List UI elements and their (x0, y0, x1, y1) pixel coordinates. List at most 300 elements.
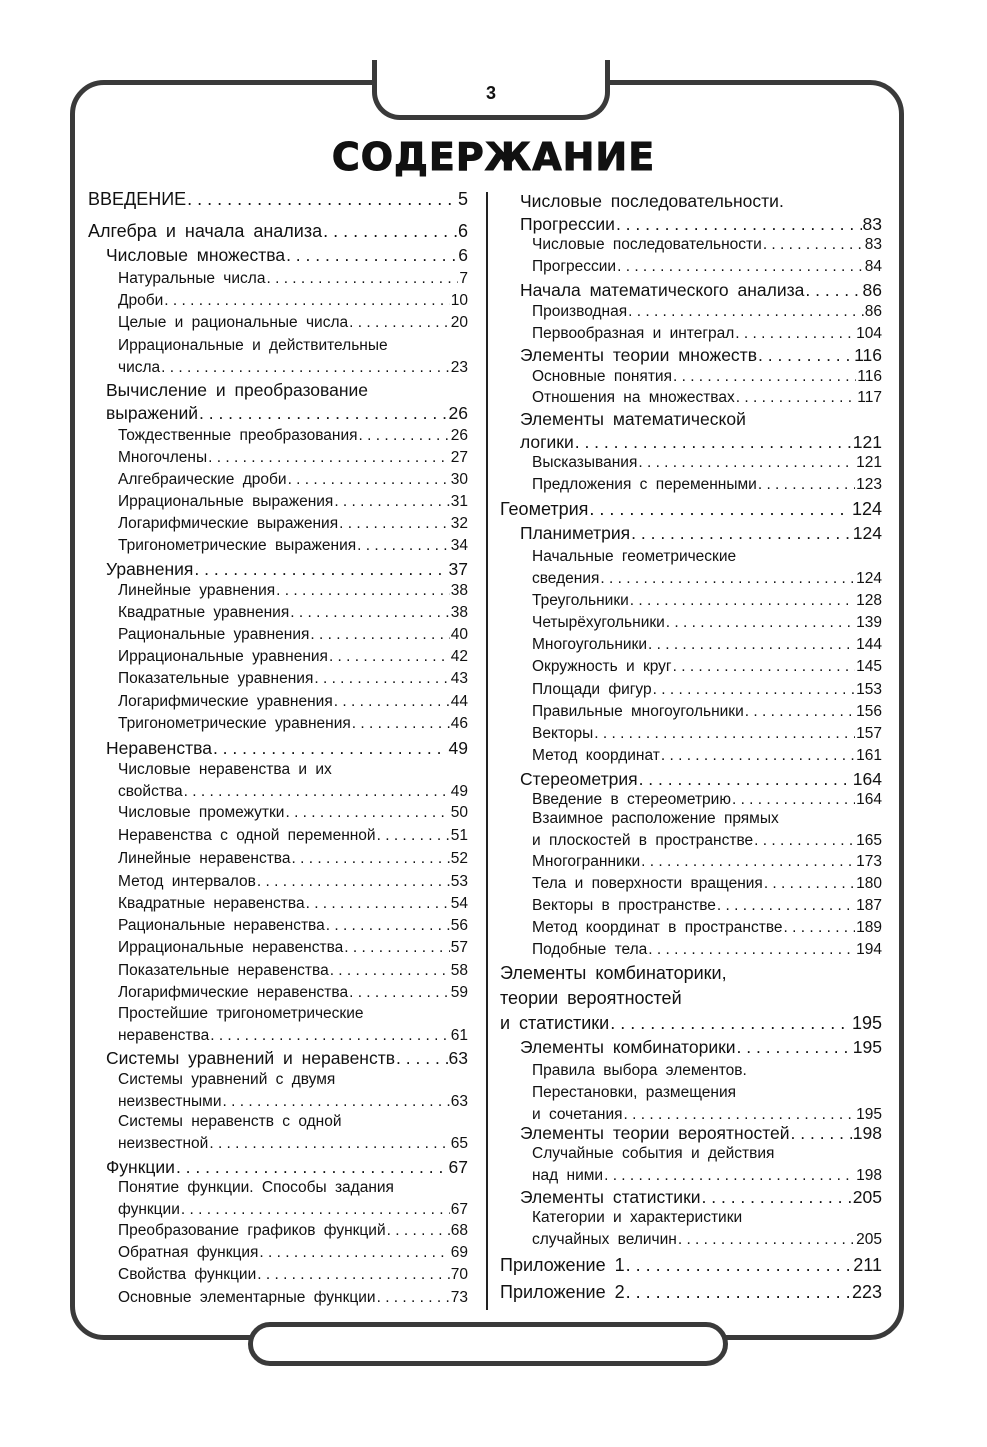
dot-leader (288, 471, 450, 489)
dot-leader (199, 403, 448, 423)
toc-entry[interactable] (532, 303, 882, 321)
dot-leader (717, 897, 855, 915)
column-divider (486, 192, 488, 1310)
toc-entry-heading-line: Числовые последовательности. (520, 191, 784, 211)
toc-entry[interactable] (520, 280, 882, 300)
toc-entry[interactable] (532, 258, 882, 276)
toc-page-number: 139 (856, 614, 882, 631)
toc-entry[interactable] (532, 548, 882, 588)
toc-entry-title: Неравенства с одной переменной (118, 827, 376, 844)
dot-leader (334, 493, 449, 511)
toc-entry-title: Целые и рациональные числа (118, 314, 349, 331)
toc-entry-title: Элементы комбинаторики (520, 1037, 736, 1057)
toc-entry[interactable] (118, 537, 468, 555)
toc-page-number: 49 (450, 783, 468, 800)
toc-page-number: 44 (450, 693, 468, 710)
toc-page-number: 7 (459, 270, 468, 287)
toc-entry[interactable] (520, 409, 882, 452)
dot-leader (349, 984, 450, 1002)
dot-leader (626, 1282, 851, 1303)
toc-entry-title: Первообразная и интеграл (532, 325, 735, 342)
dot-leader (210, 1027, 450, 1045)
toc-entry[interactable] (118, 1113, 468, 1153)
dot-leader (805, 280, 861, 300)
toc-entry[interactable] (118, 1289, 468, 1307)
toc-page-number: 26 (448, 403, 468, 423)
toc-entry-title: Функции (106, 1157, 175, 1177)
toc-entry[interactable] (118, 895, 468, 913)
toc-entry-title: над ними (532, 1167, 604, 1184)
toc-entry[interactable] (118, 850, 468, 868)
toc-entry-title: Элементы статистики (520, 1187, 701, 1207)
toc-entry[interactable] (118, 493, 468, 511)
toc-page-number: 37 (448, 559, 468, 579)
toc-entry[interactable] (520, 523, 882, 543)
toc-entry-title: Преобразование графиков функций (118, 1222, 386, 1239)
toc-entry-title: Числовые промежутки (118, 804, 285, 821)
toc-entry[interactable] (532, 919, 882, 937)
toc-page-number: 42 (450, 648, 468, 665)
toc-entry-title: Метод координат (532, 747, 660, 764)
toc-entry[interactable] (532, 703, 882, 721)
toc-entry-title: Тригонометрические уравнения (118, 715, 351, 732)
toc-page-number: 32 (450, 515, 468, 532)
toc-entry-title: Числовые последовательности (532, 236, 762, 253)
toc-page-number: 198 (856, 1167, 882, 1184)
toc-page-number: 161 (856, 747, 882, 764)
toc-entry[interactable] (118, 515, 468, 533)
toc-entry-title: Уравнения (106, 559, 194, 579)
toc-entry-title: случайных величин (532, 1231, 677, 1248)
dot-leader (339, 515, 450, 533)
dot-leader (758, 345, 853, 365)
toc-entry[interactable] (532, 853, 882, 871)
toc-entry-title: Рациональные неравенства (118, 917, 325, 934)
toc-entry[interactable] (532, 875, 882, 893)
toc-entry-title: Алгебраические дроби (118, 471, 287, 488)
dot-leader (184, 783, 450, 801)
toc-page-number: 195 (851, 1013, 882, 1033)
toc-entry[interactable] (520, 191, 882, 234)
toc-entry-title: Начала математического анализа (520, 280, 805, 300)
toc-entry-heading-line: Начальные геометрические (532, 548, 737, 565)
dot-leader (396, 1048, 447, 1068)
toc-page-number: 83 (864, 236, 882, 253)
dot-leader (604, 1167, 855, 1185)
dot-leader (194, 559, 447, 579)
toc-entry-heading-line: Правила выбора элементов. (532, 1062, 747, 1079)
dot-leader (732, 791, 855, 809)
toc-entry[interactable] (532, 236, 882, 254)
toc-entry[interactable] (118, 1222, 468, 1240)
toc-entry[interactable] (520, 1123, 882, 1143)
dot-leader (648, 941, 855, 959)
toc-entry-title: Числовые множества (106, 245, 286, 265)
toc-entry[interactable] (118, 1179, 468, 1219)
toc-entry[interactable] (106, 559, 468, 579)
toc-entry-title: и сочетания (532, 1106, 623, 1123)
toc-entry-title: Введение в стереометрию (532, 791, 731, 808)
toc-entry-title: Основные элементарные функции (118, 1289, 376, 1306)
toc-page-number: 53 (450, 873, 468, 890)
toc-entry[interactable] (118, 604, 468, 622)
toc-entry-title: Обратная функция (118, 1244, 259, 1261)
toc-entry[interactable] (118, 670, 468, 688)
toc-page-number: 124 (852, 523, 882, 543)
toc-entry[interactable] (118, 827, 468, 845)
toc-page-number: 86 (862, 280, 882, 300)
dot-leader (758, 476, 855, 494)
toc-entry[interactable] (532, 636, 882, 654)
toc-entry-title: неизвестными (118, 1093, 222, 1110)
toc-entry[interactable] (500, 499, 882, 520)
dot-leader (624, 1106, 856, 1124)
toc-page-number: 156 (856, 703, 882, 720)
toc-page-number: 61 (450, 1027, 468, 1044)
dot-leader (616, 214, 862, 234)
toc-page-number: 20 (450, 314, 468, 331)
toc-entry-heading-line: Системы уравнений с двумя (118, 1071, 336, 1088)
toc-page-number: 51 (450, 827, 468, 844)
toc-entry-title: Приложение 1 (500, 1255, 625, 1275)
toc-entry-title: Планиметрия (520, 523, 631, 543)
toc-page-number: 5 (457, 189, 468, 209)
toc-page-number: 70 (450, 1266, 468, 1283)
toc-entry[interactable] (118, 761, 468, 801)
toc-entry[interactable] (118, 804, 468, 822)
dot-leader (323, 221, 457, 242)
toc-entry[interactable] (532, 747, 882, 765)
toc-entry[interactable] (500, 1255, 882, 1276)
toc-entry[interactable] (118, 471, 468, 489)
dot-leader (661, 747, 855, 765)
toc-page-number: 23 (450, 359, 468, 376)
toc-entry[interactable] (532, 389, 882, 407)
toc-entry-title: Натуральные числа (118, 270, 266, 287)
toc-entry-title: Элементы теории вероятностей (520, 1123, 790, 1143)
toc-page-number: 144 (856, 636, 882, 653)
dot-leader (735, 325, 855, 343)
toc-entry[interactable] (532, 1062, 882, 1124)
toc-entry[interactable] (532, 791, 882, 809)
toc-entry-title: неизвестной (118, 1135, 209, 1152)
toc-entry[interactable] (532, 454, 882, 472)
toc-entry-title: числа (118, 359, 161, 376)
toc-page-number: 116 (854, 345, 882, 365)
toc-entry-heading-line: Числовые неравенства и их (118, 761, 332, 778)
toc-entry-title: Логарифмические неравенства (118, 984, 349, 1001)
dot-leader (630, 592, 855, 610)
dot-leader (737, 1037, 852, 1057)
toc-entry[interactable] (106, 245, 468, 265)
toc-entry-title: сведения (532, 570, 600, 587)
toc-entry[interactable] (106, 380, 468, 423)
toc-entry-title: Многоугольники (532, 636, 647, 653)
dot-leader (653, 681, 856, 699)
toc-entry-title: свойства (118, 783, 183, 800)
toc-entry[interactable] (118, 1266, 468, 1284)
toc-page-number: 180 (856, 875, 882, 892)
dot-leader (628, 303, 864, 321)
toc-entry[interactable] (88, 189, 468, 210)
toc-entry-heading-line: Системы неравенств с одной (118, 1113, 342, 1130)
toc-entry-title: ВВЕДЕНИЕ (88, 189, 187, 209)
dot-leader (352, 715, 450, 733)
toc-entry[interactable] (118, 337, 468, 377)
toc-page-number: 57 (450, 939, 468, 956)
toc-page-number: 86 (864, 303, 882, 320)
toc-page-number: 6 (457, 221, 468, 241)
toc-page-number: 205 (852, 1187, 882, 1207)
dot-leader (791, 1123, 852, 1143)
dot-leader (639, 769, 852, 789)
toc-entry-title: Правильные многоугольники (532, 703, 744, 720)
toc-entry[interactable] (118, 1005, 468, 1045)
toc-entry-title: выражений (106, 403, 198, 423)
toc-entry[interactable] (118, 939, 468, 957)
toc-entry[interactable] (118, 693, 468, 711)
toc-entry-title: Треугольники (532, 592, 629, 609)
toc-entry[interactable] (532, 1209, 882, 1249)
page-number: 3 (485, 83, 496, 103)
toc-entry-title: Высказывания (532, 454, 638, 471)
toc-entry-title: функции (118, 1201, 180, 1218)
toc-page-number: 173 (856, 853, 882, 870)
toc-entry-title: Линейные неравенства (118, 850, 291, 867)
toc-entry-title: Предложения с переменными (532, 476, 757, 493)
toc-entry-title: Основные понятия (532, 368, 672, 385)
toc-entry[interactable] (118, 873, 468, 891)
toc-entry[interactable] (532, 941, 882, 959)
toc-entry-heading-line: Взаимное расположение прямых (532, 810, 779, 827)
toc-page-number: 56 (450, 917, 468, 934)
toc-entry[interactable] (88, 221, 468, 242)
toc-page-number: 65 (450, 1135, 468, 1152)
toc-entry-heading-line: Элементы комбинаторики, (500, 963, 727, 983)
toc-page-number: 63 (450, 1093, 468, 1110)
toc-page-number: 189 (856, 919, 882, 936)
toc-entry[interactable] (532, 897, 882, 915)
toc-page-number: 198 (852, 1123, 882, 1143)
toc-entry[interactable] (118, 984, 468, 1002)
dot-leader (387, 1222, 450, 1240)
toc-entry[interactable] (118, 314, 468, 332)
toc-page-number: 116 (857, 368, 882, 385)
dot-leader (594, 725, 855, 743)
toc-entry-title: Линейные уравнения (118, 582, 276, 599)
toc-entry[interactable] (532, 614, 882, 632)
toc-entry-title: Логарифмические выражения (118, 515, 339, 532)
toc-page-number: 69 (450, 1244, 468, 1261)
toc-entry-title: Квадратные уравнения (118, 604, 290, 621)
toc-entry[interactable] (532, 592, 882, 610)
toc-page-number: 164 (852, 769, 882, 789)
toc-entry[interactable] (532, 476, 882, 494)
toc-entry-title: Прогрессии (520, 214, 615, 234)
dot-leader (187, 189, 457, 210)
dot-leader (666, 614, 855, 632)
toc-entry-title: неравенства (118, 1027, 210, 1044)
toc-page-number: 164 (856, 791, 882, 808)
toc-entry-title: Отношения на множествах (532, 389, 735, 406)
dot-leader (610, 1013, 851, 1034)
dot-leader (164, 292, 449, 310)
toc-page-number: 194 (856, 941, 882, 958)
toc-entry-title: Стереометрия (520, 769, 638, 789)
toc-page-number: 157 (856, 725, 882, 742)
toc-page-number: 40 (450, 626, 468, 643)
dot-leader (349, 314, 450, 332)
toc-entry-title: Тригонометрические выражения (118, 537, 357, 554)
toc-entry-title: Метод координат в пространстве (532, 919, 783, 936)
toc-entry[interactable] (532, 658, 882, 676)
toc-entry[interactable] (118, 715, 468, 733)
toc-entry-heading-line: Случайные события и действия (532, 1145, 775, 1162)
dot-leader (678, 1231, 855, 1249)
dot-leader (377, 1289, 450, 1307)
dot-leader (310, 626, 449, 644)
toc-entry[interactable] (532, 725, 882, 743)
toc-page-number: 195 (852, 1037, 882, 1057)
toc-entry-title: Производная (532, 303, 628, 320)
toc-entry-title: Неравенства (106, 738, 212, 758)
toc-page-number: 73 (450, 1289, 468, 1306)
toc-entry[interactable] (118, 270, 468, 288)
toc-entry[interactable] (118, 648, 468, 666)
toc-entry[interactable] (118, 917, 468, 935)
toc-entry-heading-line: Иррациональные и действительные (118, 337, 388, 354)
toc-entry-title: Системы уравнений и неравенств (106, 1048, 396, 1068)
toc-entry[interactable] (520, 1187, 882, 1207)
toc-entry-title: Иррациональные выражения (118, 493, 334, 510)
toc-entry[interactable] (500, 1282, 882, 1303)
toc-entry[interactable] (532, 681, 882, 699)
dot-leader (600, 570, 855, 588)
toc-entry[interactable] (118, 1244, 468, 1262)
dot-leader (638, 454, 855, 472)
toc-page-number: 121 (856, 454, 882, 471)
toc-entry[interactable] (118, 427, 468, 445)
toc-entry[interactable] (520, 1037, 882, 1057)
dot-leader (641, 853, 855, 871)
toc-page-number: 46 (450, 715, 468, 732)
dot-leader (617, 258, 864, 276)
toc-page-number: 49 (448, 738, 468, 758)
toc-page-number: 27 (450, 449, 468, 466)
toc-page-number: 123 (856, 476, 882, 493)
toc-page-number: 26 (450, 427, 468, 444)
dot-leader (292, 850, 450, 868)
toc-page-number: 52 (450, 850, 468, 867)
dot-leader (648, 636, 855, 654)
toc-entry-heading-line: Перестановки, размещения (532, 1084, 737, 1101)
dot-leader (314, 670, 449, 688)
dot-leader (257, 1266, 450, 1284)
dot-leader (745, 703, 855, 721)
dot-leader (626, 1255, 853, 1276)
toc-page-number: 63 (448, 1048, 468, 1068)
dot-leader (266, 270, 458, 288)
toc-entry-title: Четырёхугольники (532, 614, 665, 631)
dot-leader (702, 1187, 852, 1207)
toc-entry[interactable] (118, 449, 468, 467)
toc-entry[interactable] (532, 810, 882, 850)
dot-leader (286, 245, 457, 265)
toc-entry[interactable] (532, 368, 882, 386)
toc-entry[interactable] (118, 292, 468, 310)
toc-entry[interactable] (118, 1071, 468, 1111)
dot-leader (673, 368, 856, 386)
toc-entry-title: Тождественные преобразования (118, 427, 358, 444)
dot-leader (181, 1201, 450, 1219)
toc-entry-title: Тела и поверхности вращения (532, 875, 763, 892)
toc-entry-title: Дроби (118, 292, 164, 309)
dot-leader (575, 432, 852, 452)
toc-page-number: 68 (450, 1222, 468, 1239)
dot-leader (213, 738, 448, 758)
toc-page-number: 165 (856, 832, 882, 849)
toc-page-number: 205 (856, 1231, 882, 1248)
toc-page-number: 187 (856, 897, 882, 914)
toc-entry-title: Алгебра и начала анализа (88, 221, 323, 241)
toc-entry-title: Многогранники (532, 853, 641, 870)
toc-entry[interactable] (532, 325, 882, 343)
dot-leader (285, 804, 449, 822)
toc-entry[interactable] (500, 963, 882, 1034)
toc-entry-title: логики (520, 432, 574, 452)
toc-page-number: 10 (450, 292, 468, 309)
toc-entry[interactable] (520, 345, 882, 365)
toc-entry[interactable] (532, 1145, 882, 1185)
toc-entry-title: Квадратные неравенства (118, 895, 305, 912)
toc-page-number: 83 (862, 214, 882, 234)
toc-entry[interactable] (106, 1157, 468, 1177)
toc-entry-heading-line: Элементы математической (520, 409, 746, 429)
toc-page-number: 121 (852, 432, 882, 452)
toc-entry[interactable] (118, 582, 468, 600)
toc-entry[interactable] (118, 626, 468, 644)
toc-entry-title: Многочлены (118, 449, 208, 466)
toc-entry[interactable] (106, 738, 468, 758)
dot-leader (306, 895, 450, 913)
toc-entry[interactable] (106, 1048, 468, 1068)
dot-leader (257, 873, 450, 891)
toc-page-number: 58 (450, 962, 468, 979)
toc-page-number: 104 (856, 325, 882, 342)
toc-entry-heading-line: Понятие функции. Способы задания (118, 1179, 394, 1196)
dot-leader (326, 917, 450, 935)
dot-leader (673, 658, 856, 676)
toc-page-number: 195 (856, 1106, 882, 1123)
toc-entry[interactable] (520, 769, 882, 789)
toc-page-number: 211 (853, 1255, 882, 1275)
toc-entry-title: Рациональные уравнения (118, 626, 310, 643)
toc-entry-title: Иррациональные неравенства (118, 939, 344, 956)
toc-entry-title: Окружность и круг (532, 658, 672, 675)
dot-leader (764, 875, 855, 893)
toc-entry[interactable] (118, 962, 468, 980)
toc-entry-heading-line: Простейшие тригонометрические (118, 1005, 364, 1022)
toc-entry-heading-line: Категории и характеристики (532, 1209, 743, 1226)
toc-page-number: 34 (450, 537, 468, 554)
toc-page-number: 31 (450, 493, 468, 510)
dot-leader (209, 1135, 449, 1153)
toc-entry-title: Геометрия (500, 499, 589, 519)
dot-leader (290, 604, 450, 622)
toc-page-number: 6 (458, 245, 468, 265)
toc-page-number: 50 (450, 804, 468, 821)
toc-entry-title: Приложение 2 (500, 1282, 625, 1302)
